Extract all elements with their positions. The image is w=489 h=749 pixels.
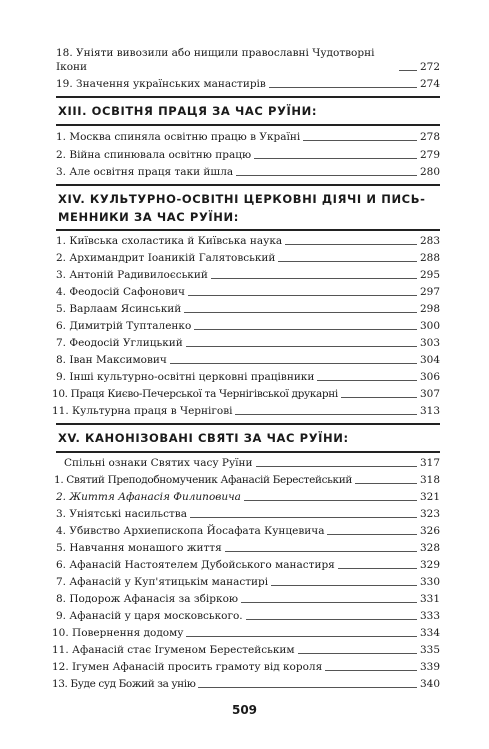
section-divider <box>56 124 440 126</box>
toc-entry: 6. Димитрій Тупталенко 300 <box>56 320 440 332</box>
toc-entry: 3. Антоній Радивилоєський 295 <box>56 269 440 281</box>
section-title: XV. КАНОНІЗОВАНІ СВЯТІ ЗА ЧАС РУЇНИ: <box>58 431 349 445</box>
section-divider <box>56 184 440 186</box>
section-divider <box>56 229 440 231</box>
toc-entry: 6. Афанасій Настоятелем Дубойського манастиря 329 <box>56 559 440 571</box>
toc-entry: 18. Уніяти вивозили або нищили православні Чудотворні Ікони 272 <box>56 47 440 73</box>
toc-entry: 4. Феодосій Сафонович 297 <box>56 286 440 298</box>
toc-entry: 12. Ігумен Афанасій просить грамоту від короля 339 <box>52 661 440 673</box>
toc-entry: 10. Повернення додому 334 <box>52 627 440 639</box>
toc-entry: 11. Культурна праця в Чернігові 313 <box>52 405 440 417</box>
section-divider <box>56 451 440 453</box>
section-title: XIV. КУЛЬТУРНО-ОСВІТНІ ЦЕРКОВНІ ДІЯЧІ И ПИСЬ-МЕННИКИ ЗА ЧАС РУЇНИ: <box>58 192 426 224</box>
toc-entry: 5. Навчання монашого життя 328 <box>56 542 440 554</box>
toc-entry: 2. Архимандрит Іоаникій Галятовський 288 <box>56 252 440 264</box>
toc-entry: 8. Подорож Афанасія за збіркою 331 <box>56 593 440 605</box>
section-title: ХІІІ. ОСВІТНЯ ПРАЦЯ ЗА ЧАС РУЇНИ: <box>58 104 318 118</box>
toc-entry: 9. Інші культурно-освітні церковні працівники 306 <box>56 371 440 383</box>
toc-entry: 3. Але освітня праця таки йшла 280 <box>56 166 440 178</box>
toc-entry: 2. Життя Афанасія Филиповича 321 <box>56 491 440 503</box>
toc-entry: 3. Уніятські насильства 323 <box>56 508 440 520</box>
toc-entry: 2. Війна спинювала освітню працю 279 <box>56 149 440 161</box>
toc-entry: 7. Феодосій Углицький 303 <box>56 337 440 349</box>
toc-entry: 1. Київська схоластика й Київська наука 283 <box>56 235 440 247</box>
toc-entry: 4. Убивство Архиепископа Йосафата Кунцевича 326 <box>56 525 440 537</box>
toc-entry: 1. Святий Преподобномученик Афанасій Берестейський 318 <box>54 474 440 486</box>
toc-entry: 5. Варлаам Ясинський 298 <box>56 303 440 315</box>
toc-entry: 9. Афанасій у царя московського. 333 <box>56 610 440 622</box>
toc-entry: 13. Буде суд Божий за унію 340 <box>52 678 440 690</box>
toc-entry: 19. Значення українських манастирів 274 <box>56 78 440 90</box>
toc-entry: 7. Афанасій у Куп'ятицькім манастирі 330 <box>56 576 440 588</box>
toc-entry: Спільні ознаки Святих часу Руїни 317 <box>64 457 440 469</box>
toc-entry: 1. Москва спиняла освітню працю в Україні 278 <box>56 131 440 143</box>
toc-entry: 8. Іван Максимович 304 <box>56 354 440 366</box>
toc-entry: 11. Афанасій стає Ігуменом Берестейським 335 <box>52 644 440 656</box>
section-divider <box>56 423 440 425</box>
page-number: 509 <box>231 703 258 717</box>
section-divider <box>56 96 440 98</box>
toc-entry: 10. Праця Києво-Печерської та Чернігівської друкарні 307 <box>52 388 440 400</box>
